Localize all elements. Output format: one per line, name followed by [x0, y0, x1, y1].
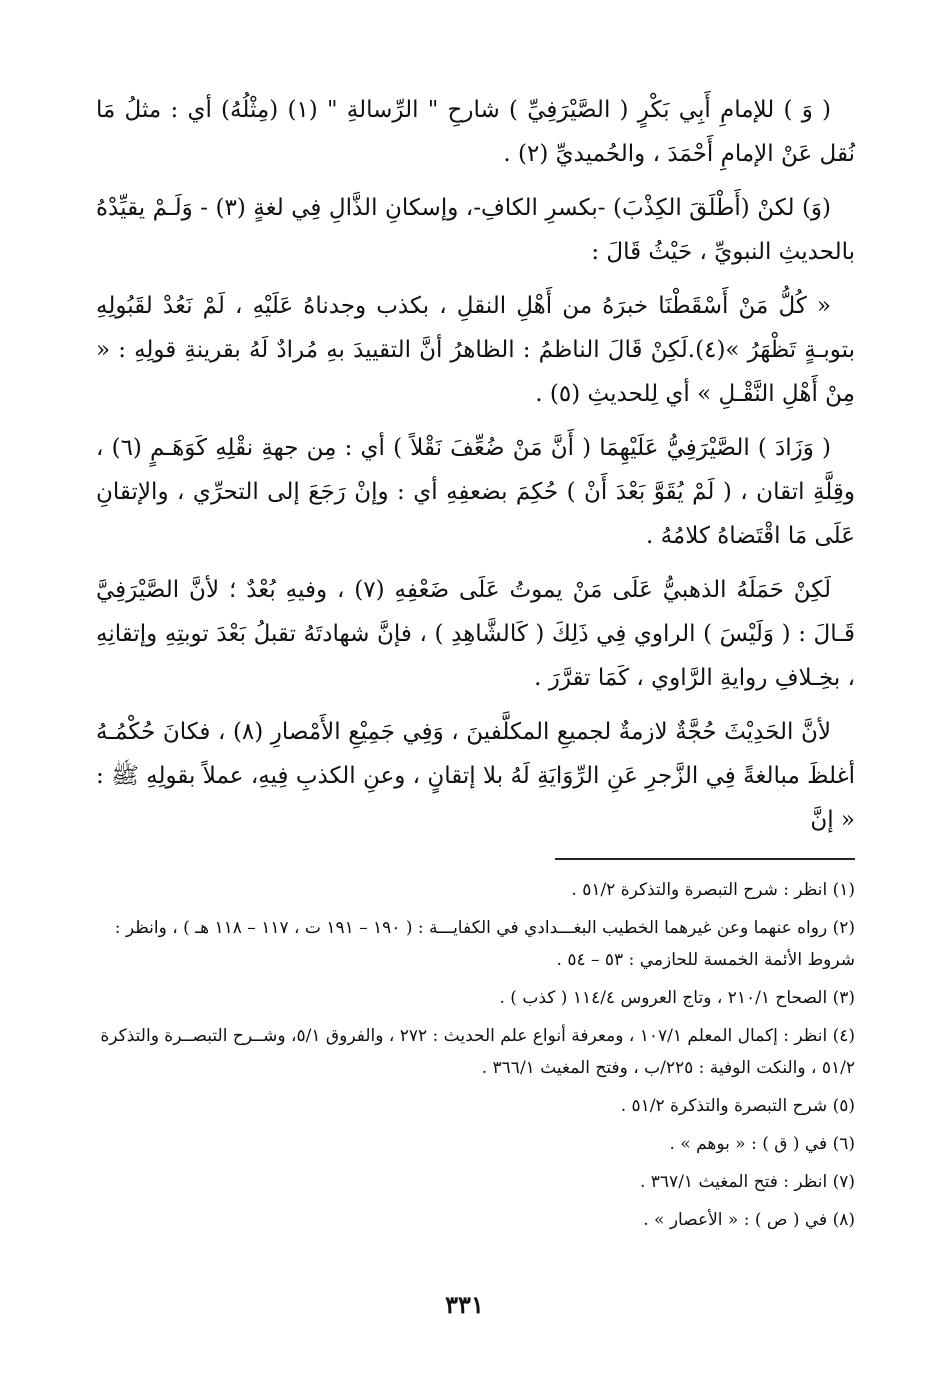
page-number: ٣٣١ [445, 1290, 484, 1319]
paragraph-6: لأنَّ الحَدِيْثَ حُجَّةٌ لازمةٌ لجميعِ المكلَّفينَ ، وَفِي جَمِيْعِ الأَمْصارِ (٨) ، فكانَ حُكْمُـهُ أغلظَ مبالغةً فِي الزَّجرِ عَنِ الرِّوَايَةِ لَهُ بلا إتقانٍ ، وعنِ الكذبِ فِيهِ، عملاً بقولِهِ ﷺ : « إنَّ [96, 719, 855, 833]
footnotes [96, 874, 855, 1242]
footnote-6: (٦) في ( ق ) : « بوهم » . [669, 1134, 855, 1154]
footnote-8: (٨) في ( ص ) : « الأعصار » . [643, 1210, 855, 1230]
paragraph-2: (وَ) لكنْ (أَطْلَقَ الكِذْبَ) -بكسرِ الكافِ-، وإسكانِ الذَّالِ فِي لغةٍ (٣) - وَلَـمْ يقيِّدْهُ بالحديثِ النبويِّ ، حَيْثُ قَالَ : [96, 195, 855, 265]
paragraph-3: « كُلُّ مَنْ أَسْقَطْنَا خبرَهُ من أَهْلِ النقلِ ، بكذب وجدناهُ عَلَيْهِ ، لَمْ نَعُدْ لقَبُولِهِ بتوبـةٍ تَظْهَرُ »(٤).لَكِنْ قَالَ الناظمُ : الظاهرُ أنَّ التقييدَ بهِ مُرادٌ لَهُ بقرينةِ قولِهِ : « مِنْ أَهْلِ النَّقْـلِ » أي لِلحديثِ (٥) . [96, 293, 855, 407]
main-text [96, 88, 855, 852]
footnote-1: (١) انظر : شرح التبصرة والتذكرة ٥١/٢ . [571, 880, 855, 900]
footnote-4: (٤) انظر : إكمال المعلم ١٠٧/١ ، ومعرفة أنواع علم الحديث : ٢٧٢ ، والفروق ٥/١، وشــرح التبصــرة والتذكرة ٥١/٢ ، والنكت الوفية : ٢٢٥/ب ، وفتح المغيث ٣٦٦/١ . [100, 1026, 855, 1078]
footnote-5: (٥) شرح التبصرة والتذكرة ٥١/٢ . [620, 1096, 855, 1116]
paragraph-5: لَكِنْ حَمَلَهُ الذهبيُّ عَلَى مَنْ يموتُ عَلَى ضَعْفِهِ (٧) ، وفيهِ بُعْدٌ ؛ لأنَّ الصَّيْرَفِيَّ قَـالَ : ( وَلَيْسَ ) الراوي فِي ذَلِكَ ( كَالشَّاهِدِ ) ، فإنَّ شهادتَهُ تقبلُ بَعْدَ توبتِهِ وإتقانِهِ ، بخِـلافِ روايةِ الرَّاوي ، كَمَا تقرَّرَ . [96, 577, 855, 691]
paragraph-4: ( وَزَادَ ) الصَّيْرَفِيُّ عَلَيْهِمَا ( أَنَّ مَنْ ضُعِّفَ نَقْلاً ) أي : مِن جهةِ نقْلِهِ كَوَهَـمٍ (٦) ، وقِلَّةِ اتقان ، ( لَمْ يُقَوَّ بَعْدَ أَنْ ) حُكِمَ بضعفِهِ أي : وإنْ رَجَعَ إلى التحرِّي ، والإتقانِ عَلَى مَا اقْتَضاهُ كلامُهُ . [96, 435, 855, 549]
footnote-divider [555, 858, 855, 860]
footnote-7: (٧) انظر : فتح المغيث ٣٦٧/١ . [639, 1172, 855, 1192]
paragraph-1: ( وَ ) للإمامِ أَبِي بَكْرٍ ( الصَّيْرَفِيِّ ) شارحِ " الرِّسالةِ " (١) (مِثْلُهُ) أي : مثلُ مَا نُقل عَنْ الإمامِ أَحْمَدَ ، والحُميديِّ (٢) . [96, 97, 855, 167]
footnote-3: (٣) الصحاح ٢١٠/١ ، وتاج العروس ١١٤/٤ ( كذب ) . [499, 988, 855, 1008]
footnote-2: (٢) رواه عنهما وعن غيرهما الخطيب البغـــدادي في الكفايـــة : ( ١٩٠ – ١٩١ ت ، ١١٧ – ١١٨ هـ ) ، وانظر : شروط الأئمة الخمسة للحازمي : ٥٣ – ٥٤ . [114, 918, 855, 970]
